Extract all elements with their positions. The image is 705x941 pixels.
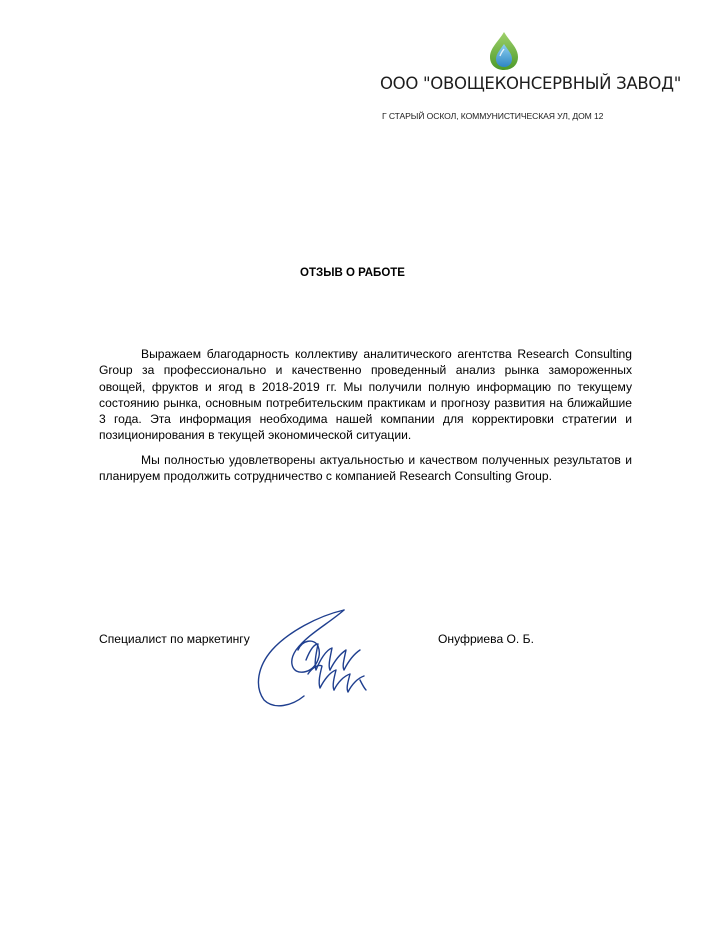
company-address: Г СТАРЫЙ ОСКОЛ, КОММУНИСТИЧЕСКАЯ УЛ, ДОМ 12 — [382, 111, 604, 121]
water-drop-logo-icon — [486, 30, 522, 72]
signer-name: Онуфриева О. Б. — [438, 632, 534, 646]
signer-position: Специалист по маркетингу — [99, 632, 250, 646]
letter-body — [99, 346, 632, 492]
handwritten-signature — [248, 604, 388, 714]
letterhead — [378, 30, 681, 126]
company-name: ООО "ОВОЩЕКОНСЕРВНЫЙ ЗАВОД" — [380, 74, 681, 93]
paragraph-gratitude: Выражаем благодарность коллективу аналитического агентства Research Consulting Group за профессионально и качественно проведенный анализ рынка замороженных овощей, фруктов и ягод в 2018-2019 гг. Мы получили полную информацию по текущему состоянию рынка, основным потребительским практикам и прогнозу развития на ближайшие 3 года. Эта информация необходима нашей компании для корректировки стратегии и позиционирования в текущей экономической ситуации. — [99, 347, 632, 443]
document-title: ОТЗЫВ О РАБОТЕ — [300, 267, 405, 279]
paragraph-satisfaction: Мы полностью удовлетворены актуальностью и качеством полученных результатов и планируем продолжить сотрудничество с компанией Research Consulting Group. — [99, 452, 632, 484]
